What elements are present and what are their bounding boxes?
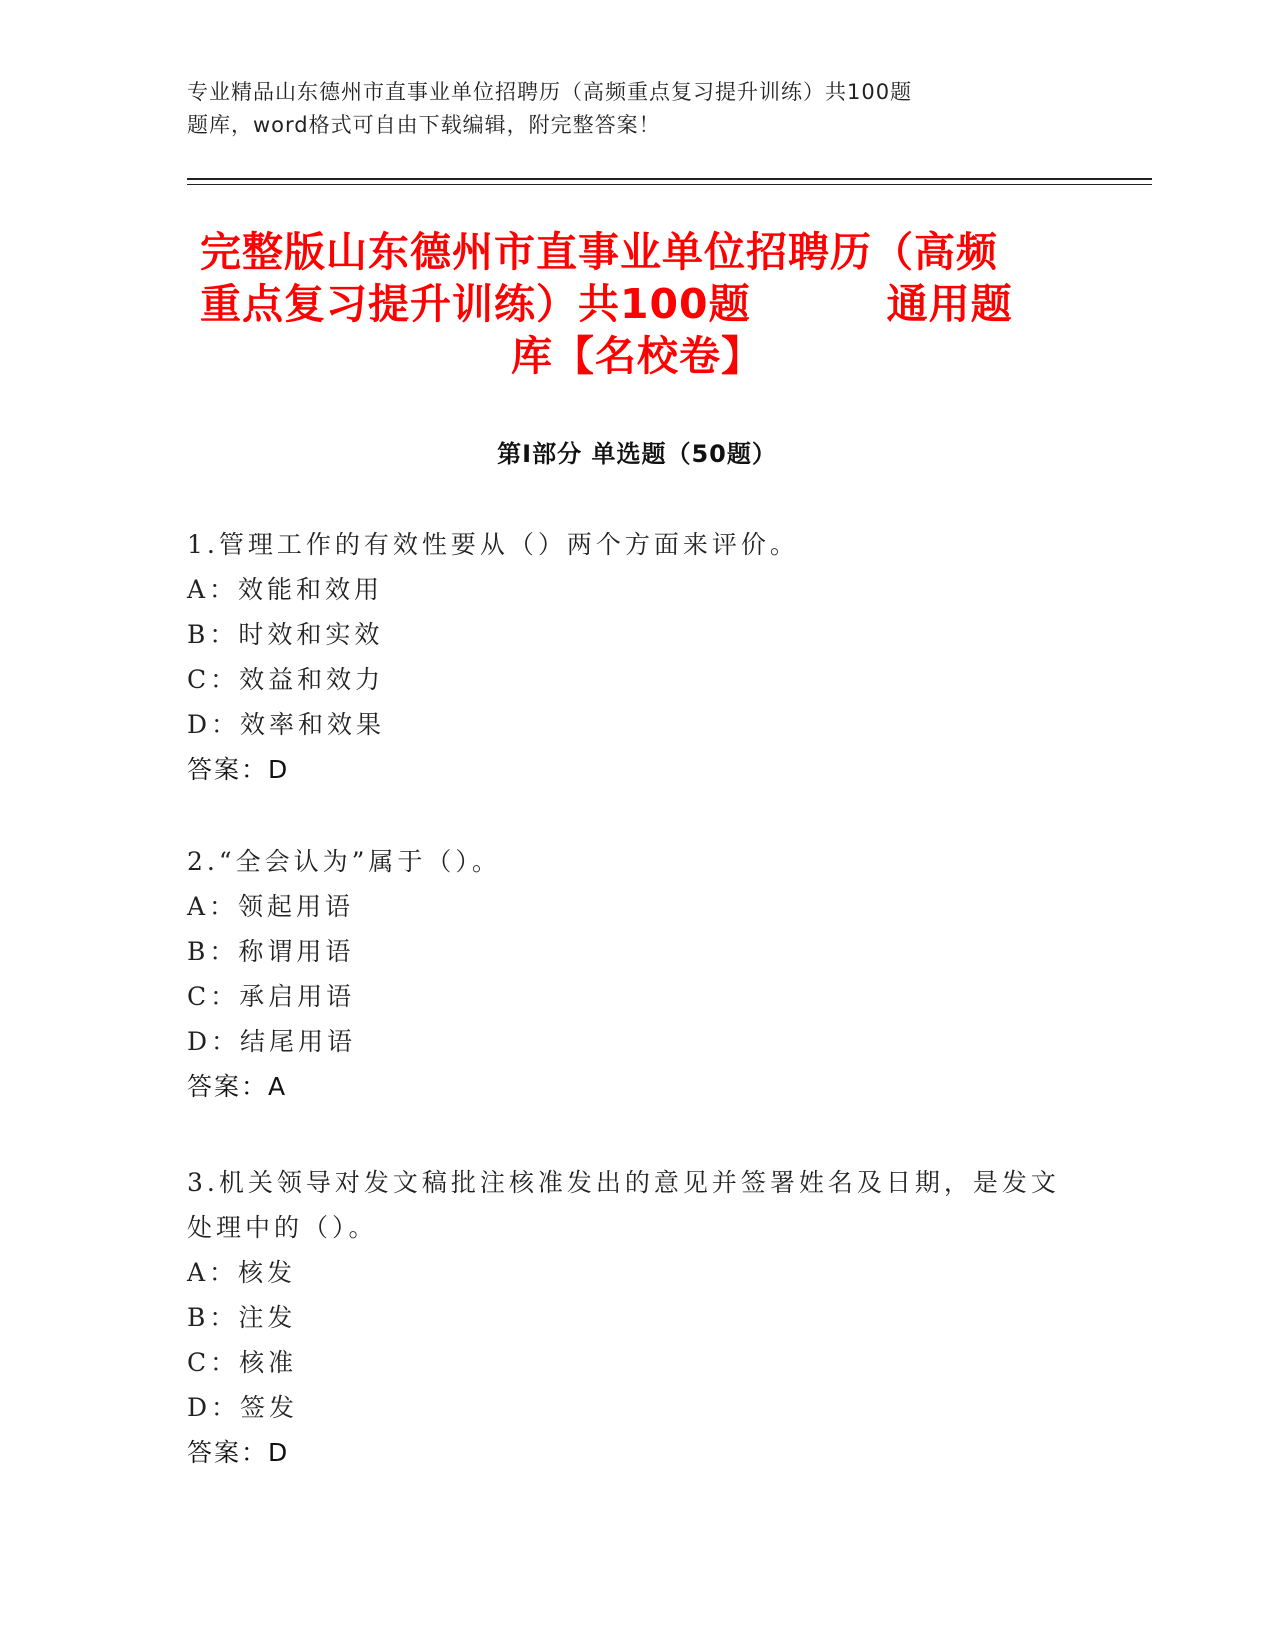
title-line-part: 通用题 — [886, 280, 1013, 328]
question-block — [187, 839, 1087, 1109]
question-stem: 处理中的（）。 — [187, 1213, 378, 1242]
answer-option: B：称谓用语 — [187, 937, 355, 966]
answer-option: D：效率和效果 — [187, 710, 386, 739]
question-stem: 2.“全会认为”属于（）。 — [187, 847, 501, 876]
section-heading: 第Ⅰ部分 单选题（50题） — [497, 440, 777, 468]
answer-option: B：时效和实效 — [187, 620, 384, 649]
answer-option: D：结尾用语 — [187, 1027, 357, 1056]
answer-option: C：核准 — [187, 1348, 298, 1377]
question-block — [187, 522, 1087, 792]
answer-option: A：效能和效用 — [187, 575, 384, 604]
header-note-line: 题库，word格式可自由下载编辑，附完整答案！ — [187, 113, 661, 137]
answer-key: 答案：A — [187, 1072, 288, 1101]
question-stem: 1.管理工作的有效性要从（）两个方面来评价。 — [187, 530, 799, 559]
answer-option: C：承启用语 — [187, 982, 356, 1011]
document-title — [187, 226, 1087, 382]
answer-option: C：效益和效力 — [187, 665, 385, 694]
question-block — [187, 1160, 1087, 1475]
title-line-part: 重点复习提升训练）共100题 — [200, 280, 751, 328]
answer-option: A：核发 — [187, 1258, 297, 1287]
header-note — [187, 76, 1017, 142]
answer-key: 答案：D — [187, 1438, 290, 1467]
answer-option: D：签发 — [187, 1393, 299, 1422]
header-note-line: 专业精品山东德州市直事业单位招聘历（高频重点复习提升训练）共100题 — [187, 80, 913, 104]
answer-option: B：注发 — [187, 1303, 297, 1332]
answer-key: 答案：D — [187, 755, 290, 784]
title-line — [187, 278, 1087, 330]
header-divider-thick — [187, 178, 1152, 180]
answer-option: A：领起用语 — [187, 892, 355, 921]
question-stem: 3.机关领导对发文稿批注核准发出的意见并签署姓名及日期，是发文 — [187, 1168, 1060, 1197]
header-divider-thin — [187, 184, 1152, 185]
title-line: 完整版山东德州市直事业单位招聘历（高频 — [200, 228, 998, 276]
title-line: 库【名校卷】 — [511, 332, 763, 380]
